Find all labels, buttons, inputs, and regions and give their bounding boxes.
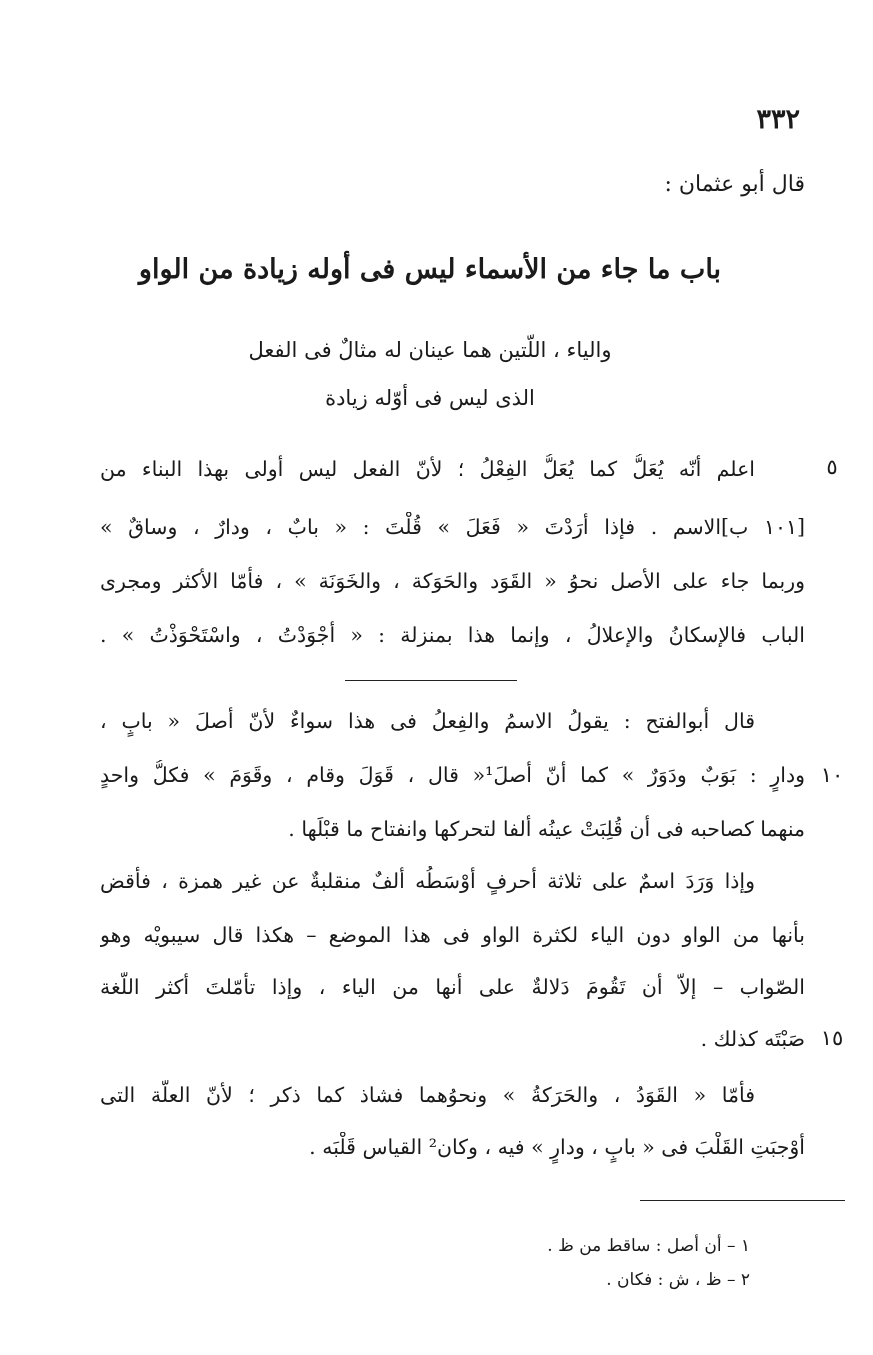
section-divider bbox=[345, 680, 517, 681]
text-line: [١٠١ ب]الاسم . فإذا أرَدْتَ « فَعَلَ » قُلْتَ : « بابٌ ، ودارٌ ، وساقٌ » bbox=[100, 515, 805, 539]
footnote: ١ – أن أصل : ساقط من ظ . bbox=[547, 1236, 750, 1256]
line-number: ٥ bbox=[826, 455, 838, 479]
text-line: وربما جاء على الأصل نحوُ « القَوَد والحَوَكة ، والخَوَنَة » ، فأمّا الأكثر ومجرى bbox=[100, 569, 805, 593]
text-line: فأمّا « القَوَدُ ، والحَرَكةُ » ونحوُهما فشاذ كما ذكر ؛ لأنّ العلّة التى bbox=[100, 1083, 755, 1107]
chapter-subtitle-line: والياء ، اللّتين هما عينان له مثالٌ فى الفعل bbox=[248, 338, 612, 362]
text-line: اعلم أنّه يُعَلُّ كما يُعَلُّ الفِعْلُ ؛ لأنّ الفعل ليس أولى بهذا البناء من bbox=[100, 457, 755, 481]
line-number: ١٥ bbox=[820, 1026, 844, 1050]
text-line: الباب فالإسكانُ والإعلالُ ، وإنما هذا بمنزلة : « أجْوَدْتُ ، واسْتَحْوَذْتُ » . bbox=[100, 623, 805, 647]
speaker-heading: قال أبو عثمان : bbox=[664, 172, 805, 197]
footnote: ٢ – ظ ، ش : فكان . bbox=[606, 1270, 750, 1290]
footnote-rule bbox=[640, 1200, 845, 1201]
chapter-title: باب ما جاء من الأسماء ليس فى أوله زيادة من الواو bbox=[138, 254, 722, 285]
page-number: ٣٣٢ bbox=[756, 104, 800, 135]
text-line: الصّواب – إلاّ أن تَقُومَ دَلالةٌ على أنها من الياء ، وإذا تأمّلتَ أكثر اللّغة bbox=[100, 975, 805, 999]
line-number: ١٠ bbox=[820, 763, 844, 787]
text-line: صَبْتَه كذلك . bbox=[700, 1027, 805, 1051]
text-line: منهما كصاحبه فى أن قُلِبَتْ عينُه ألفا لتحركها وانفتاح ما قبْلَها . bbox=[288, 817, 805, 841]
text-line: أوْجبَتِ القَلْبَ فى « بابٍ ، ودارٍ » فيه ، وكان² القياس قَلْبَه . bbox=[309, 1135, 805, 1159]
text-line: ودارٍ : بَوَبٌ ودَوَرٌ » كما أنّ أصلَ¹« قال ، قَوَلَ وقام ، وقَوَمَ » فكلُّ واحدٍ bbox=[100, 763, 805, 787]
text-line: قال أبوالفتح : يقولُ الاسمُ والفِعلُ فى هذا سواءٌ لأنّ أصلَ « بابٍ ، bbox=[100, 709, 755, 733]
chapter-subtitle-line: الذى ليس فى أوّله زيادة bbox=[325, 386, 535, 410]
text-line: بأنها من الواو دون الياء لكثرة الواو فى هذا الموضع – هكذا قال سيبويْه وهو bbox=[100, 923, 805, 947]
text-line: وإذا وَرَدَ اسمٌ على ثلاثة أحرفٍ أوْسَطُه ألفٌ منقلبةٌ عن غير همزة ، فأقض bbox=[100, 869, 755, 893]
